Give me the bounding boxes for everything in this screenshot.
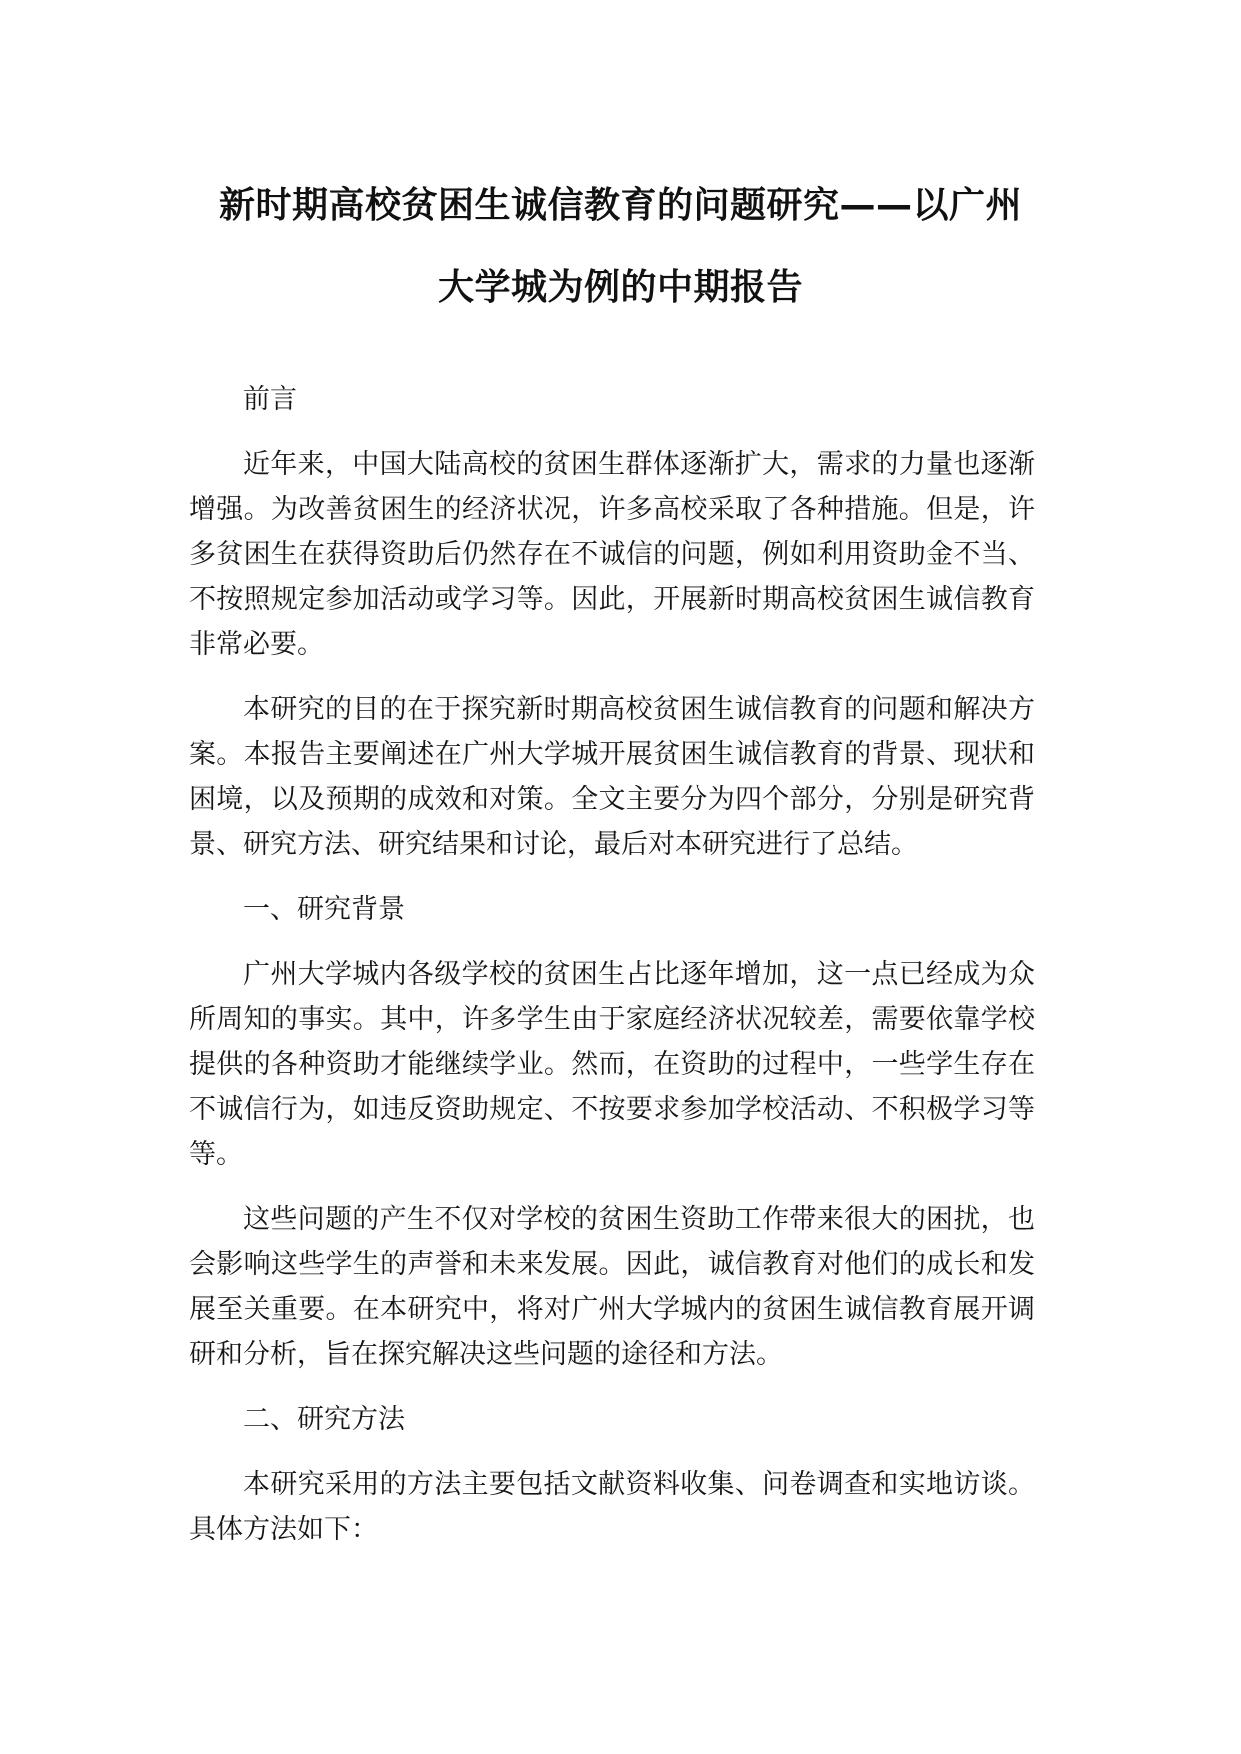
section-1-paragraph-2: 这些问题的产生不仅对学校的贫困生资助工作带来很大的困扰，也会影响这些学生的声誉和未来发展。因此，诚信教育对他们的成长和发展至关重要。在本研究中，将对广州大学城内的贫困生诚信教育展开调研和分析，旨在探究解决这些问题的途径和方法。 xyxy=(189,1204,1035,1370)
document-title-line-2: 大学城为例的中期报告 xyxy=(437,267,803,308)
document-body xyxy=(189,377,1035,1572)
preface-paragraph-2: 本研究的目的在于探究新时期高校贫困生诚信教育的问题和解决方案。本报告主要阐述在广州大学城开展贫困生诚信教育的背景、现状和困境，以及预期的成效和对策。全文主要分为四个部分，分别是研究背景、研究方法、研究结果和讨论，最后对本研究进行了总结。 xyxy=(189,694,1035,860)
section-2-heading: 二、研究方法 xyxy=(243,1404,405,1435)
preface-heading: 前言 xyxy=(243,384,297,415)
section-1-paragraph-1: 广州大学城内各级学校的贫困生占比逐年增加，这一点已经成为众所周知的事实。其中，许多学生由于家庭经济状况较差，需要依靠学校提供的各种资助才能继续学业。然而，在资助的过程中，一些学生存在不诚信行为，如违反资助规定、不按要求参加学校活动、不积极学习等等。 xyxy=(189,959,1035,1170)
document-title-line-1: 新时期高校贫困生诚信教育的问题研究——以广州 xyxy=(218,185,1022,226)
section-1-heading: 一、研究背景 xyxy=(243,894,405,925)
preface-paragraph-1: 近年来，中国大陆高校的贫困生群体逐渐扩大，需求的力量也逐渐增强。为改善贫困生的经济状况，许多高校采取了各种措施。但是，许多贫困生在获得资助后仍然存在不诚信的问题，例如利用资助金不当、不按照规定参加活动或学习等。因此，开展新时期高校贫困生诚信教育非常必要。 xyxy=(189,449,1035,660)
section-2-paragraph-1: 本研究采用的方法主要包括文献资料收集、问卷调查和实地访谈。具体方法如下： xyxy=(189,1469,1035,1545)
